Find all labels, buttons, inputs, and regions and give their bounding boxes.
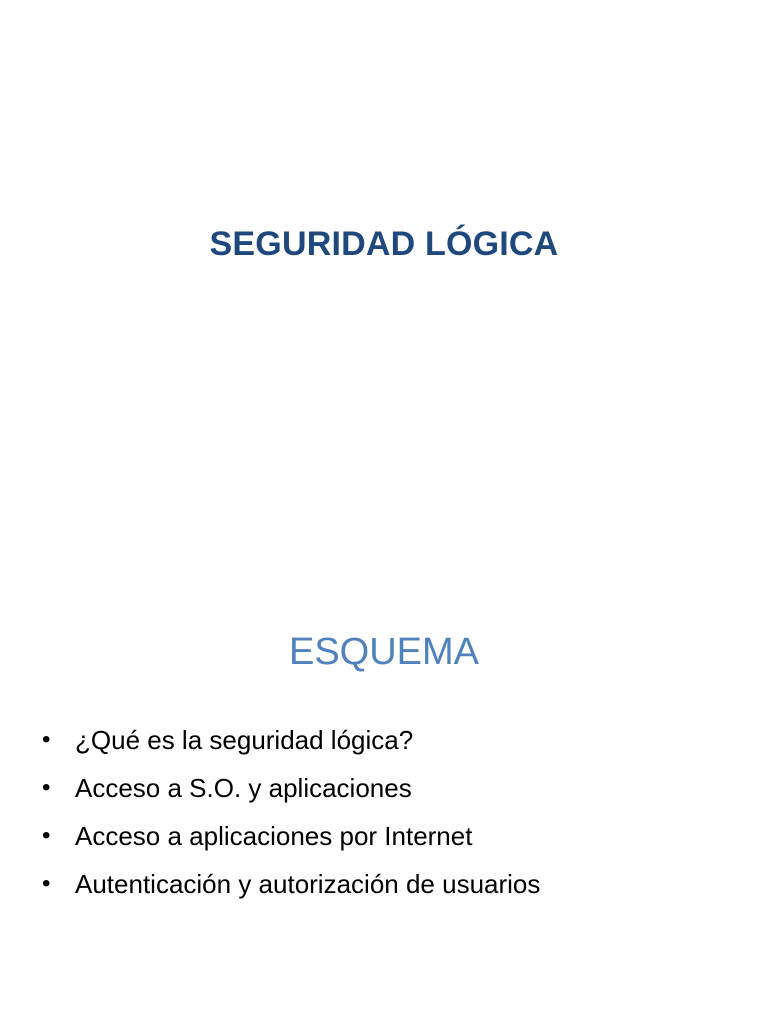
- bullet-icon: •: [42, 822, 51, 849]
- list-item-text: Acceso a aplicaciones por Internet: [75, 821, 473, 851]
- slide-title-heading: SEGURIDAD LÓGICA: [209, 225, 559, 263]
- bullet-icon: •: [42, 726, 51, 753]
- bullet-icon: •: [42, 870, 51, 897]
- slide-outline: [0, 512, 768, 1024]
- list-item-text: Autenticación y autorización de usuarios: [75, 869, 541, 899]
- list-item-text: ¿Qué es la seguridad lógica?: [75, 725, 414, 755]
- bullet-icon: •: [42, 774, 51, 801]
- list-item-text: Acceso a S.O. y aplicaciones: [75, 773, 412, 803]
- outline-heading: ESQUEMA: [288, 631, 480, 673]
